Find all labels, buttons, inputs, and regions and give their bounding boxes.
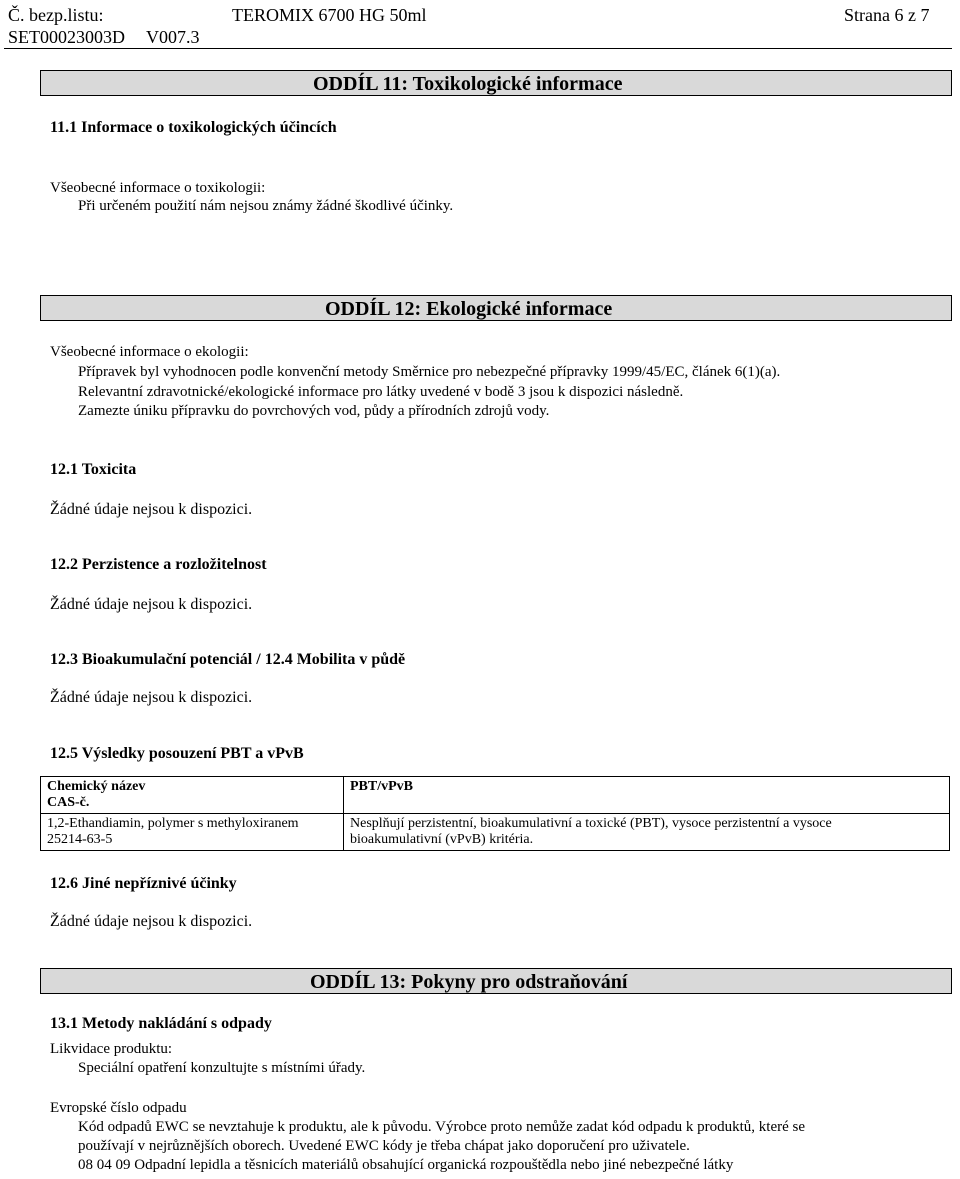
- subsection-13-1: 13.1 Metody nakládání s odpady: [50, 1015, 272, 1032]
- cas-cell: 25214-63-5: [47, 832, 113, 847]
- product-disposal-label: Likvidace produktu:: [50, 1041, 173, 1057]
- header-divider: [4, 48, 952, 49]
- product-disposal-text: Speciální opatření konzultujte s místními úřady.: [78, 1060, 366, 1076]
- eco-line-3: Zamezte úniku přípravku do povrchových vod, půdy a přírodních zdrojů vody.: [78, 403, 550, 419]
- col-chemical-name-header: Chemický název: [47, 779, 146, 794]
- subsection-12-6: 12.6 Jiné nepříznivé účinky: [50, 875, 237, 892]
- pbt-table: [40, 776, 950, 851]
- eco-general-label: Všeobecné informace o ekologii:: [50, 344, 249, 360]
- subsection-12-1: 12.1 Toxicita: [50, 461, 137, 478]
- chemical-name-cell: 1,2-Ethandiamin, polymer s methyloxiranem: [47, 816, 299, 831]
- ewc-line-3: 08 04 09 Odpadní lepidla a těsnicích materiálů obsahující organická rozpouštědla nebo jiné nebezpečné látky: [78, 1157, 734, 1173]
- section-11-title: ODDÍL 11: Toxikologické informace: [313, 73, 623, 95]
- eco-line-1: Přípravek byl vyhodnocen podle konvenční metody Směrnice pro nebezpečné přípravky 1999/45/EC, článek 6(1)(a).: [78, 364, 781, 380]
- product-name: TEROMIX 6700 HG 50ml: [232, 5, 427, 25]
- section-13-title: ODDÍL 13: Pokyny pro odstraňování: [310, 971, 628, 993]
- no-data-12-3: Žádné údaje nejsou k dispozici.: [50, 689, 253, 706]
- eco-line-2: Relevantní zdravotnické/ekologické informace pro látky uvedené v bodě 3 jsou k dispozici následně.: [78, 384, 684, 400]
- no-data-12-6: Žádné údaje nejsou k dispozici.: [50, 913, 253, 930]
- col-cas-header: CAS-č.: [47, 795, 90, 810]
- subsection-12-5: 12.5 Výsledky posouzení PBT a vPvB: [50, 745, 304, 762]
- subsection-11-1: 11.1 Informace o toxikologických účincích: [50, 119, 337, 136]
- page-number: Strana 6 z 7: [844, 5, 930, 25]
- pbt-result-line-1: Nesplňují perzistentní, bioakumulativní a toxické (PBT), vysoce perzistentní a vysoce: [350, 816, 832, 831]
- tox-general-text: Při určeném použití nám nejsou známy žádné škodlivé účinky.: [78, 198, 454, 214]
- tox-general-label: Všeobecné informace o toxikologii:: [50, 180, 266, 196]
- table-header-row: [41, 777, 950, 814]
- sheet-label: Č. bezp.listu:: [8, 5, 104, 25]
- no-data-12-1: Žádné údaje nejsou k dispozici.: [50, 501, 253, 518]
- pbt-result-line-2: bioakumulativní (vPvB) kritéria.: [350, 832, 534, 847]
- version: V007.3: [146, 27, 200, 47]
- ewc-line-1: Kód odpadů EWC se nevztahuje k produktu, ale k původu. Výrobce proto nemůže zadat kód odpadu k produktů, které se: [78, 1119, 806, 1135]
- col-pbt-header: PBT/vPvB: [350, 779, 414, 794]
- subsection-12-3: 12.3 Bioakumulační potenciál / 12.4 Mobilita v půdě: [50, 651, 406, 668]
- sheet-number: SET00023003D: [8, 27, 125, 47]
- ewc-label: Evropské číslo odpadu: [50, 1100, 187, 1116]
- section-12-title: ODDÍL 12: Ekologické informace: [325, 298, 613, 320]
- table-row: [41, 814, 950, 851]
- subsection-12-2: 12.2 Perzistence a rozložitelnost: [50, 556, 267, 573]
- ewc-line-2: používají v nejrůznějších oborech. Uvedené EWC kódy je třeba chápat jako doporučení pro uživatele.: [78, 1138, 690, 1154]
- no-data-12-2: Žádné údaje nejsou k dispozici.: [50, 596, 253, 613]
